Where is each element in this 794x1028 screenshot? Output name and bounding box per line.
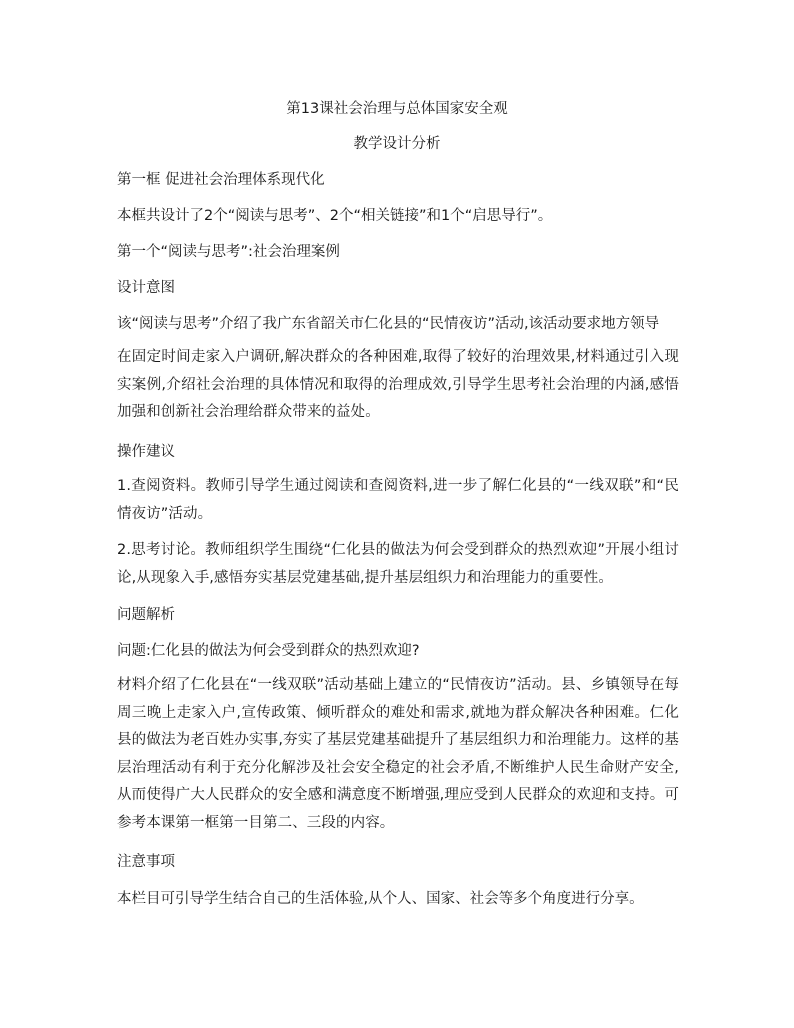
operation-step-2: 2.思考讨论。教师组织学生围绕“仁化县的做法为何会受到群众的热烈欢迎”开展小组讨论,从现象入手,感悟夯实基层党建基础,提升基层组织力和治理能力的重要性。 (117, 542, 679, 586)
notes-heading: 注意事项 (117, 854, 175, 870)
section-heading: 第一框 促进社会治理体系现代化 (117, 172, 325, 188)
document-subtitle: 教学设计分析 (353, 136, 441, 152)
design-intent-paragraph-line1: 该“阅读与思考”介绍了我广东省韶关市仁化县的“民情夜访”活动,该活动要求地方领导 (117, 316, 660, 332)
answer-paragraph: 材料介绍了仁化县在“一线双联”活动基础上建立的“民情夜访”活动。县、乡镇领导在每周三晚上走家入户,宣传政策、倾听群众的难处和需求,就地为群众解决各种困难。仁化县的做法为老百姓办实事,夯实了基层党建基础提升了基层组织力和治理能力。这样的基层治理活动有利于充分化解涉及社会安全稳定的社会矛盾,不断维护人民生命财产安全,从而使得广大人民群众的安全感和满意度不断增强,理应受到人民群众的欢迎和支持。可参考本课第一框第一目第二、三段的内容。 (117, 677, 679, 831)
lesson-title: 第13课社会治理与总体国家安全观 (286, 101, 508, 117)
design-intent-paragraph: 在固定时间走家入户调研,解决群众的各种困难,取得了较好的治理效果,材料通过引入现实案例,介绍社会治理的具体情况和取得的治理成效,引导学生思考社会治理的内涵,感悟加强和创新社会治理给群众带来的益处。 (117, 349, 679, 420)
operation-heading: 操作建议 (117, 444, 175, 460)
notes-text: 本栏目可引导学生结合自己的生活体验,从个人、国家、社会等多个角度进行分享。 (117, 891, 644, 907)
item-heading: 第一个“阅读与思考”:社会治理案例 (117, 244, 340, 260)
analysis-heading: 问题解析 (117, 607, 175, 623)
overview-text: 本框共设计了2个“阅读与思考”、2个“相关链接”和1个“启思导行”。 (117, 208, 553, 224)
operation-step-1: 1.查阅资料。教师引导学生通过阅读和查阅资料,进一步了解仁化县的“一线双联”和“民情夜访”活动。 (117, 478, 679, 522)
design-intent-heading: 设计意图 (117, 280, 175, 296)
question-text: 问题:仁化县的做法为何会受到群众的热烈欢迎? (117, 643, 420, 659)
